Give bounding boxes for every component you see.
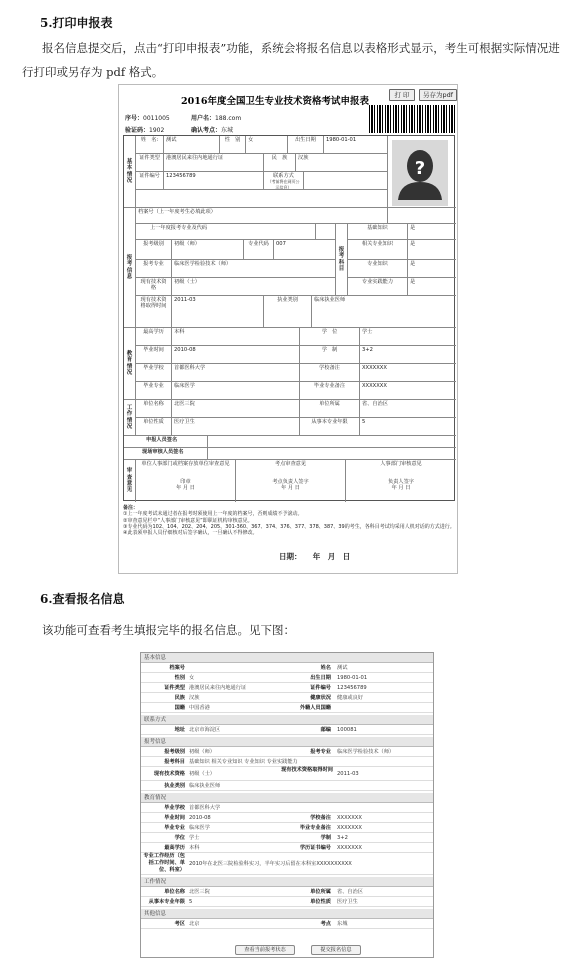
majorcode-label: 专业代码 <box>244 240 274 260</box>
section-basic: 基本情况 <box>124 136 136 208</box>
subj-key: 报考科目 <box>164 759 185 765</box>
system-key: 学制 <box>320 835 331 841</box>
section-basic-info: 基本信息 <box>141 653 433 663</box>
nation-label: 民 族 <box>264 154 296 172</box>
major-val: 临床医学检验技术（师） <box>337 749 395 755</box>
person-silhouette-icon <box>398 146 442 200</box>
majornote-value: XXXXXXX <box>360 382 456 400</box>
section-work-info: 工作情况 <box>141 877 433 887</box>
birth-key: 出生日期 <box>310 675 331 681</box>
idtype-label: 证件类型 <box>136 154 164 172</box>
section-education: 教育情况 <box>124 328 136 400</box>
school-label: 毕业学校 <box>136 364 172 382</box>
section-apply: 报考信息 <box>124 208 136 328</box>
nation-value: 汉族 <box>296 154 388 172</box>
deg-val: 学士 <box>189 835 200 841</box>
review-hr-cell <box>346 460 456 502</box>
contact-value <box>304 172 388 190</box>
idno-val: 123456789 <box>337 685 367 691</box>
subject-3-name: 专业知识 <box>348 260 408 278</box>
place-val: 省、自治区 <box>337 889 363 895</box>
form-date-line: 日期： 年 月 日 <box>279 552 351 561</box>
years-value: 5 <box>360 418 456 436</box>
place-label: 单位所属 <box>300 400 360 418</box>
major-label: 报考专业 <box>136 260 172 278</box>
form-grid <box>123 135 455 501</box>
place-value: 省、自治区 <box>360 400 456 418</box>
place-key: 单位所属 <box>310 889 331 895</box>
idtype-key: 证件类型 <box>164 685 185 691</box>
reviewer-sign-label: 现场审核人员签名 <box>124 448 208 460</box>
gender-key: 性别 <box>174 675 185 681</box>
deg-value: 学士 <box>360 328 456 346</box>
section-paragraph-view: 该功能可查看考生填报完毕的报名信息。见下图： <box>42 623 295 637</box>
subj-val: 基础知识 相关专业知识 专业知识 专业实践能力 <box>189 759 298 765</box>
system-label: 学 制 <box>300 346 360 364</box>
gmajor-val: 临床医学 <box>189 825 210 831</box>
gradtime-val: 2010-08 <box>189 815 211 821</box>
review-unit-cell <box>136 460 236 502</box>
school-val: 首都医科大学 <box>189 805 221 811</box>
applicant-sign-value <box>208 436 456 448</box>
schoolnote-key: 学校备注 <box>310 815 331 821</box>
site-val: 北京 <box>189 921 200 927</box>
notes-label: 备注： <box>123 505 139 511</box>
title-key: 现有技术资格 <box>153 771 185 777</box>
titletime-val: 2011-03 <box>337 771 359 777</box>
lastcode-value <box>316 224 336 240</box>
health-val: 健康或良好 <box>337 695 363 701</box>
section-apply-subject: 报考科目 <box>336 224 348 296</box>
exam-site-value: 东城 <box>221 127 234 134</box>
zip-key: 邮编 <box>320 727 331 733</box>
section-other-info: 其他信息 <box>141 909 433 919</box>
cert-val: XXXXXXX <box>337 845 362 851</box>
review-site-cell <box>236 460 346 502</box>
addr-key: 地址 <box>174 727 185 733</box>
country-val: 中国香港 <box>189 705 210 711</box>
majornote-key: 毕业专业备注 <box>299 825 331 831</box>
code-value: 1902 <box>149 127 165 134</box>
archive-value <box>388 208 456 224</box>
title-val: 初级（士） <box>189 771 215 777</box>
subject-4-name: 专业实践能力 <box>348 278 408 296</box>
deg-label: 学 位 <box>300 328 360 346</box>
basic-spacer <box>136 190 388 208</box>
schoolnote-label: 学校备注 <box>300 364 360 382</box>
system-value: 3+2 <box>360 346 456 364</box>
serial-label: 序号： <box>125 115 144 122</box>
reviewer-sign-value <box>208 448 456 460</box>
gmajor-label: 毕业专业 <box>136 382 172 400</box>
note-4: ④此表须申报人员仔细核对后签字确认，一旦确认不得修改。 <box>123 530 258 536</box>
level-val: 初级（师） <box>189 749 215 755</box>
practice-value: 临床执业医师 <box>312 296 456 328</box>
note-2: ②审查意见栏中“人事部门审核意见”即职证机构审核意见。 <box>123 517 253 524</box>
name-val: 测试 <box>337 665 348 671</box>
major-value: 临床医学检验技术（师） <box>172 260 336 278</box>
section-paragraph-print: 报名信息提交后，点击“打印申报表”功能，系统会将报名信息以表格形式显示，考生可根据实际情况进行打印或另存为 pdf 格式。 <box>22 41 560 79</box>
school-key: 毕业学校 <box>164 805 185 811</box>
idno-value: 123456789 <box>164 172 264 190</box>
titletime-value: 2011-03 <box>172 296 264 328</box>
review-site-label: 考点审查意见 <box>274 461 307 467</box>
practice-label: 执业类别 <box>264 296 312 328</box>
subject-2-value: 是 <box>408 240 456 260</box>
degree-label: 最高学历 <box>136 328 172 346</box>
view-application-panel <box>140 652 434 958</box>
code-label: 验证码： <box>125 127 150 134</box>
section-edu-info: 教育情况 <box>141 793 433 803</box>
section-heading-print: 5.打印申报表 <box>40 16 113 30</box>
unit-label: 单位名称 <box>136 400 172 418</box>
foreign-key: 外籍人员国籍 <box>299 705 331 711</box>
schoolnote-val: XXXXXXX <box>337 815 362 821</box>
idtype-val: 港澳居民来往内地通行证 <box>189 685 247 691</box>
archive-label: 档案号（上一年度考生必填此项） <box>136 208 388 224</box>
nature-val: 医疗卫生 <box>337 899 358 905</box>
section-heading-view: 6.查看报名信息 <box>40 592 125 606</box>
point-key: 考点 <box>320 921 331 927</box>
practice-val: 临床执业医师 <box>189 783 221 789</box>
gender-label: 性 别 <box>220 136 246 154</box>
form-notes <box>123 505 455 536</box>
gmajor-key: 毕业专业 <box>164 825 185 831</box>
submit-application-button[interactable]: 提交报名信息 <box>311 945 361 955</box>
gmajor-value: 临床医学 <box>172 382 300 400</box>
exam-site-label: 确认考点： <box>191 127 222 134</box>
schoolnote-value: XXXXXXX <box>360 364 456 382</box>
nature-label: 单位性质 <box>136 418 172 436</box>
save-pdf-button[interactable]: 另存为pdf <box>419 89 457 101</box>
edu-key: 最高学历 <box>164 845 185 851</box>
nation-key: 民族 <box>174 695 185 701</box>
note-3: ③专业代码为102、104、202、204、205、301-360、367、374、376、377、378、387、39的考生，各科目考试均采用人机对话的方式进行。 <box>123 523 455 530</box>
avatar-placeholder <box>392 140 448 206</box>
gradtime-label: 毕业时间 <box>136 346 172 364</box>
level-value: 初级（师） <box>172 240 244 260</box>
nature-key: 单位性质 <box>310 899 331 905</box>
title-value: 初级（士） <box>172 278 336 296</box>
unit-val: 北医三院 <box>189 889 210 895</box>
view-status-button[interactable]: 查看当前报考状态 <box>235 945 295 955</box>
gender-val: 女 <box>189 675 195 681</box>
review-seal-1: 印章 <box>180 478 191 485</box>
level-key: 报考级别 <box>164 749 185 755</box>
applicant-sign-label: 申报人员签名 <box>124 436 208 448</box>
section-work: 工作情况 <box>124 400 136 436</box>
level-label: 报考级别 <box>136 240 172 260</box>
birth-value: 1980-01-01 <box>324 136 388 154</box>
idno-key: 证件编号 <box>310 685 331 691</box>
cert-key: 学历证书编号 <box>299 845 331 851</box>
site-key: 考区 <box>174 921 185 927</box>
majornote-label: 毕业专业备注 <box>300 382 360 400</box>
print-application-form <box>118 84 458 574</box>
username-value: 188.com <box>215 115 242 122</box>
review-unit-label: 单位人事部门或档案存放单位审查意见 <box>141 461 230 467</box>
birth-val: 1980-01-01 <box>337 675 368 681</box>
unit-key: 单位名称 <box>164 889 185 895</box>
system-val: 3+2 <box>337 835 348 841</box>
deg-key: 学位 <box>174 835 185 841</box>
gradtime-value: 2010-08 <box>172 346 300 364</box>
gradtime-key: 毕业时间 <box>164 815 185 821</box>
review-date-3: 年 月 日 <box>391 484 411 491</box>
review-date-1: 年 月 日 <box>176 484 195 491</box>
name-label: 姓 名: <box>136 136 164 154</box>
nation-val: 汉族 <box>189 695 200 701</box>
section-apply-info: 报考信息 <box>141 737 433 747</box>
section-contact-info: 联系方式 <box>141 715 433 725</box>
contact-label-text: 联系方式 <box>273 173 294 179</box>
subject-1-name: 基础知识 <box>348 224 408 240</box>
exp-key: 专业工作经历（包括工作时间、单位、科室） <box>143 853 185 873</box>
section-review: 审查意见 <box>124 460 136 502</box>
degree-value: 本科 <box>172 328 300 346</box>
addr-val: 北京市海淀区 <box>189 727 221 733</box>
subject-3-value: 是 <box>408 260 456 278</box>
review-hr-label: 人事部门审核意见 <box>380 461 422 467</box>
lastcode-label: 上一年度报考专业及代码 <box>136 224 316 240</box>
username-label: 用户名： <box>191 115 216 122</box>
titletime-label: 现有技术资格取得时间 <box>136 296 172 328</box>
country-key: 国籍 <box>174 705 185 711</box>
years-key: 从事本专业年限 <box>148 899 185 905</box>
majornote-val: XXXXXXX <box>337 825 362 831</box>
serial-value: 0011005 <box>143 115 170 122</box>
health-key: 健康状况 <box>310 695 331 701</box>
subject-1-value: 是 <box>408 224 456 240</box>
practice-key: 执业类别 <box>164 783 185 789</box>
name-value: 测试 <box>164 136 220 154</box>
nature-value: 医疗卫生 <box>172 418 300 436</box>
barcode-image <box>369 105 455 133</box>
gender-value: 女 <box>246 136 288 154</box>
unit-value: 北医三院 <box>172 400 300 418</box>
review-seal-2: 考点负责人签字 <box>272 478 309 485</box>
point-val: 东城 <box>337 921 348 927</box>
years-val: 5 <box>189 899 193 905</box>
edu-val: 本科 <box>189 845 200 851</box>
major-key: 报考专业 <box>310 749 331 755</box>
idtype-value: 港澳居民来往内地通行证 <box>164 154 264 172</box>
subject-4-value: 是 <box>408 278 456 296</box>
archive-key: 档案号 <box>169 665 185 671</box>
title-label: 现有技术资格 <box>136 278 172 296</box>
review-date-2: 年 月 日 <box>281 484 300 491</box>
school-value: 首都医科大学 <box>172 364 300 382</box>
majorcode-value: 007 <box>274 240 336 260</box>
zip-val: 100081 <box>337 727 357 733</box>
print-button[interactable]: 打 印 <box>389 89 415 101</box>
years-label: 从事本专业年限 <box>300 418 360 436</box>
name-key: 姓名 <box>320 665 331 671</box>
exp-val: 2010年在北医三院检验科实习，半年实习后留在本科室XXXXXXXXXX <box>189 861 352 867</box>
form-title: 2016年度全国卫生专业技术资格考试申报表 <box>181 96 369 107</box>
titletime-key: 现有技术资格取得时间 <box>281 767 333 773</box>
contact-sub-text: （考前将在网页公示信息） <box>267 178 300 190</box>
review-seal-3: 负责人签字 <box>388 478 414 485</box>
note-1: ①上一年度考试未通过者在报考时须使用上一年度的档案号，否则成绩不予滚动。 <box>123 511 303 518</box>
idno-label: 证件编号 <box>136 172 164 190</box>
contact-label <box>264 172 304 190</box>
svg-text:?: ? <box>414 158 426 179</box>
birth-label: 出生日期 <box>288 136 324 154</box>
subject-2-name: 相关专业知识 <box>348 240 408 260</box>
